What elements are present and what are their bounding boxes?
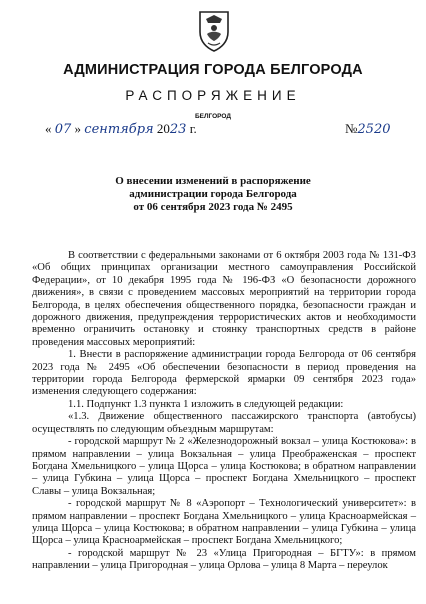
- document-date: [45, 121, 197, 137]
- document-body: [32, 250, 416, 573]
- number-prefix: №: [345, 121, 358, 136]
- date-year-prefix: 20: [156, 121, 170, 136]
- body-paragraph: - городской маршрут № 23 «Улица Пригородная – БГТУ»: в прямом направлении – улица Пригородная – улица Орлова – улица 8 Марта – переулок: [32, 547, 416, 572]
- number-value: 2520: [357, 122, 391, 137]
- date-day: 07: [54, 122, 72, 137]
- body-paragraph: - городской маршрут № 8 «Аэропорт – Технологический университет»: в прямом направлении – проспект Богдана Хмельницкого – улица Красноармейская – улица Щорса – улица Костюкова; в обратном направлении – улица Губкина – улица Щорса – улица Красноармейская – проспект Богдана Хмельницкого;: [32, 498, 416, 547]
- title-line: от 06 сентября 2023 года № 2495: [133, 201, 293, 213]
- date-month: сентября: [84, 122, 154, 137]
- document-title: [0, 175, 426, 214]
- title-line: администрации города Белгорода: [129, 188, 297, 200]
- date-close-quote: »: [74, 121, 82, 136]
- organization-name: АДМИНИСТРАЦИЯ ГОРОДА БЕЛГОРОДА: [63, 62, 363, 78]
- date-open-quote: «: [45, 121, 52, 136]
- body-paragraph: «1.3. Движение общественного пассажирского транспорта (автобусы) осуществлять по следующим объездным маршрутам:: [32, 411, 416, 435]
- date-year: 23: [169, 122, 187, 137]
- body-paragraph: - городской маршрут № 2 «Железнодорожный вокзал – улица Костюкова»: в прямом направлении – улица Вокзальная – улица Преображенская – проспект Богдана Хмельницкого – улица Щорса – улица Костюкова; в обратном направлении – улица Губкина – улица Щорса – проспект Богдана Хмельницкого – проспект Славы – улица Вокзальная;: [32, 436, 416, 497]
- body-paragraph: В соответствии с федеральными законами от 6 октября 2003 года № 131-ФЗ «Об общих принципах организации местного самоуправления Российской Федерации», от 10 декабря 1995 года № 196-ФЗ «О безопасности дорожного движения», в связи с проведением массовых мероприятий на территории города Белгорода, в целях обеспечения общественного порядка, безопасности граждан и дорожного движения, предупреждения террористических актов и необходимости временно ограничить остановку и стоянку транспортных средств в районе проведения массовых мероприятий:: [32, 250, 416, 348]
- title-line: О внесении изменений в распоряжение: [115, 175, 311, 187]
- body-paragraph: 1. Внести в распоряжение администрации города Белгорода от 06 сентября 2023 года № 2495 «Об обеспечении безопасности в период проведения на территории города Белгорода фермерской ярмарки 09 сентября 2023 года» изменения следующего содержания:: [32, 349, 416, 398]
- city-name: БЕЛГОРОД: [194, 113, 232, 120]
- document-number: [345, 121, 391, 137]
- city-coat-of-arms: [197, 10, 231, 52]
- document-type: РАСПОРЯЖЕНИЕ: [125, 88, 301, 103]
- body-paragraph: 1.1. Подпункт 1.3 пункта 1 изложить в следующей редакции:: [68, 398, 344, 410]
- date-year-suffix: г.: [189, 121, 197, 136]
